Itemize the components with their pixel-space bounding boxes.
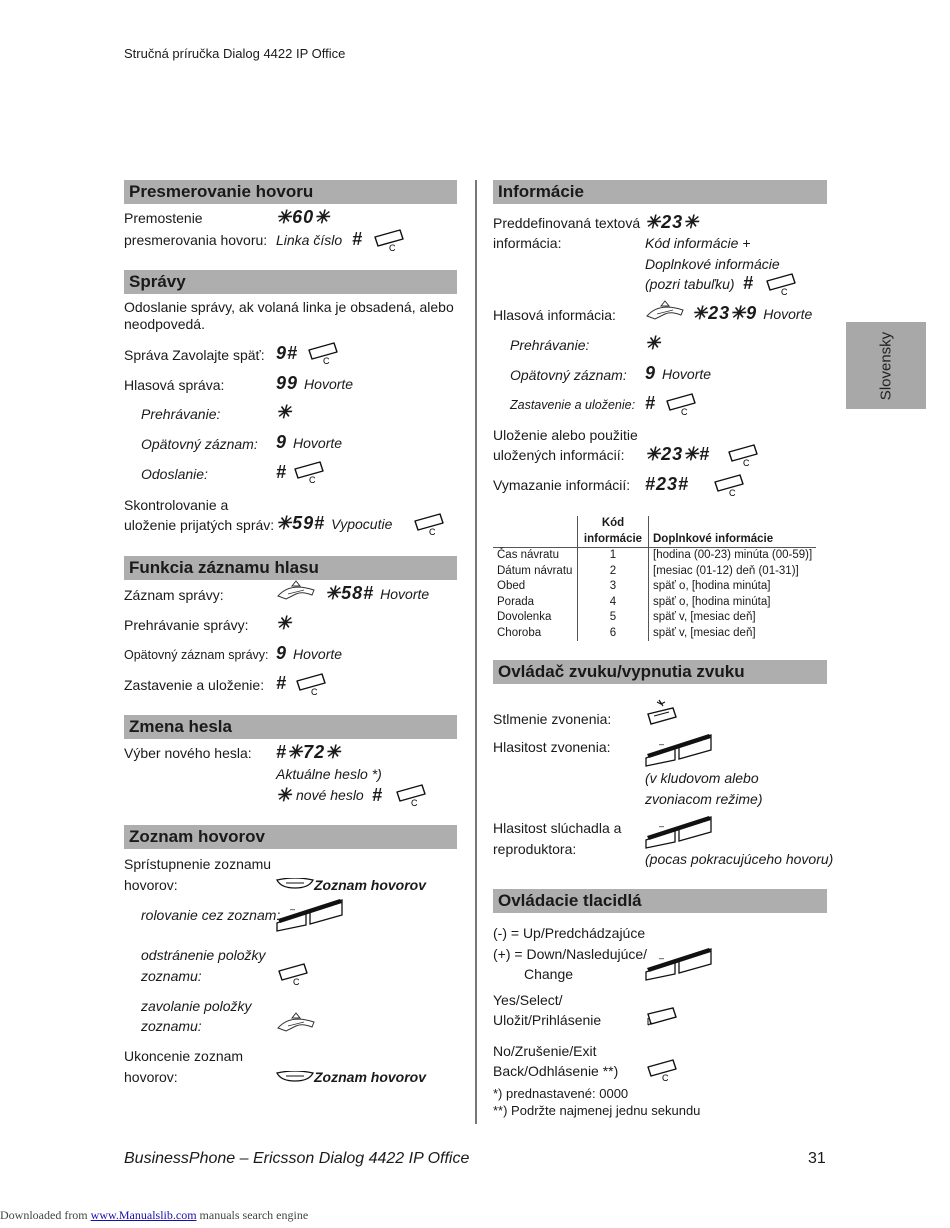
presmerovanie-label-2: presmerovania hovoru: (124, 232, 268, 248)
password-new-star: ✳ (276, 785, 293, 805)
section-heslo: Zmena hesla (124, 715, 457, 739)
ring-volume-note-1: (v kludovom alebo (645, 770, 759, 786)
svg-text:–: – (659, 821, 665, 831)
call-entry-1: zavolanie položky (141, 998, 252, 1014)
section-tlacidla: Ovládacie tlacidlá (493, 889, 827, 913)
table-row: Obed 3 späť o, [hodina minúta] (493, 579, 816, 595)
clear-key-icon (645, 1058, 679, 1082)
record-code: ✳58# Hovorte (325, 583, 430, 603)
delete-entry-1: odstránenie položky (141, 947, 266, 963)
clear-key-icon (276, 962, 310, 986)
spravy-intro-1: Odoslanie správy, ak volaná linka je obsadená, alebo (124, 299, 454, 315)
table-header-code: Kód informácie (578, 516, 649, 548)
clear-key-icon (712, 473, 746, 497)
info-rerec-label: Opätovný záznam: (510, 367, 627, 383)
rerecord-label: Opätovný záznam: (141, 436, 258, 452)
clear-key-icon (306, 341, 340, 365)
section-ovladac: Ovládač zvuku/vypnutia zvuku (493, 660, 827, 684)
stop-save-label: Zastavenie a uloženie: (124, 677, 265, 693)
save-info-1: Uloženie alebo použitie (493, 427, 638, 443)
predef-label-1: Preddefinovaná textová (493, 215, 641, 231)
download-note: Downloaded from www.Manualslib.com manuals search engine (0, 1208, 309, 1222)
svg-text:C: C (323, 356, 330, 365)
info-stop-label: Zastavenie a uloženie: (510, 398, 636, 412)
presmerovanie-hash: # (352, 229, 364, 249)
svg-text:+: + (701, 952, 706, 961)
predef-code: ✳23✳ (645, 212, 700, 232)
play-msg-code: ✳ (276, 613, 293, 633)
spravy-intro-2: neodpovedá. (124, 316, 205, 332)
language-side-tab (846, 322, 926, 409)
mute-label: Stlmenie zvonenia: (493, 711, 612, 727)
softkey-icon (276, 1071, 314, 1083)
calllist-access-1: Sprístupnenie zoznamu (124, 856, 272, 872)
call-entry-2: zoznamu: (141, 1018, 202, 1034)
table-row: Dátum návratu 2 [mesiac (01-12) deň (01-31)] (493, 564, 816, 580)
svg-text:C: C (429, 527, 436, 536)
check-label-1: Skontrolovanie a (124, 497, 229, 513)
send-label: Odoslanie: (141, 466, 208, 482)
svg-text:C: C (311, 687, 318, 696)
section-zoznam: Zoznam hovorov (124, 825, 457, 849)
save-info-code: ✳23✳# (645, 444, 711, 464)
rerecord-msg-code: 9 Hovorte (276, 643, 343, 663)
handset-icon (276, 580, 316, 602)
svg-text:+: + (701, 738, 706, 747)
clear-key-icon (726, 443, 760, 467)
handset-volume-2: reproduktora: (493, 841, 577, 857)
check-code: ✳59# Vypocutie (276, 513, 393, 533)
column-divider (475, 180, 477, 1124)
svg-text:–: – (659, 739, 665, 749)
clear-key-icon (294, 672, 328, 696)
info-play-label: Prehrávanie: (510, 337, 590, 353)
section-funkcia: Funkcia záznamu hlasu (124, 556, 457, 580)
table-row: Dovolenka 5 späť v, [mesiac deň] (493, 610, 816, 626)
footnote-2: **) Podržte najmenej jednu sekundu (493, 1103, 701, 1118)
yes-key-text-2: Uložit/Prihlásenie (493, 1012, 602, 1028)
svg-text:C: C (662, 1073, 669, 1082)
handset-volume-1: Hlasitost slúchadla a (493, 820, 622, 836)
callback-code: 9# (276, 343, 299, 363)
rerecord-code: 9 Hovorte (276, 432, 343, 452)
plus-key-text-2: Change (524, 966, 574, 982)
record-label: Záznam správy: (124, 587, 224, 603)
svg-text:+: + (332, 903, 337, 912)
clear-key-icon (664, 392, 698, 416)
predef-label-2: informácia: (493, 235, 562, 251)
ring-volume-label: Hlasitost zvonenia: (493, 739, 611, 755)
volume-keys-icon (276, 899, 344, 933)
table-header-extra: Doplnkové informácie (653, 532, 774, 545)
footnote-1: *) prednastavené: 0000 (493, 1086, 629, 1101)
end-list-key: Zoznam hovorov (314, 1069, 427, 1085)
scroll-label: rolovanie cez zoznam: (141, 907, 281, 923)
no-key-text-2: Back/Odhlásenie **) (493, 1063, 619, 1079)
play-code: ✳ (276, 402, 293, 422)
play-label: Prehrávanie: (141, 406, 221, 422)
svg-text:C: C (293, 977, 300, 986)
presmerovanie-code: ✳60✳ (276, 207, 331, 227)
guide-header: Stručná príručka Dialog 4422 IP Office (124, 46, 346, 61)
password-hash: # (372, 785, 384, 805)
yes-key-text-1: Yes/Select/ (493, 992, 563, 1008)
yes-key-icon (645, 1006, 679, 1030)
volume-keys-icon (645, 734, 713, 768)
voice-msg-code: 99 Hovorte (276, 373, 354, 393)
clear-key-icon (412, 512, 446, 536)
softkey-icon (276, 878, 314, 890)
voice-msg-label: Hlasová správa: (124, 377, 225, 393)
info-play-code: ✳ (645, 333, 662, 353)
mute-key-icon (645, 698, 679, 728)
volume-keys-icon (645, 816, 713, 850)
svg-text:+: + (701, 820, 706, 829)
check-label-2: uloženie prijatých správ: (124, 517, 275, 533)
presmerovanie-line-number: Linka číslo (276, 232, 343, 248)
delete-info-label: Vymazanie informácií: (493, 477, 631, 493)
play-msg-label: Prehrávanie správy: (124, 617, 249, 633)
delete-info-code: #23# (645, 474, 690, 494)
page-number: 31 (808, 1150, 826, 1167)
svg-text:–: – (659, 953, 665, 963)
calllist-access-key: Zoznam hovorov (314, 877, 427, 893)
stop-save-code: # (276, 673, 288, 693)
minus-key-text: (-) = Up/Predchádzajúce (493, 925, 646, 941)
footer-title: BusinessPhone – Ericsson Dialog 4422 IP Office (124, 1150, 470, 1167)
predef-hash: # (743, 273, 755, 293)
volume-keys-icon (645, 948, 713, 982)
table-row: Choroba 6 späť v, [mesiac deň] (493, 626, 816, 642)
svg-text:C: C (411, 798, 418, 807)
voice-info-label: Hlasová informácia: (493, 307, 616, 323)
rerecord-msg-label: Opätovný záznam správy: (124, 648, 269, 662)
section-informacie: Informácie (493, 180, 827, 204)
svg-text:C: C (781, 287, 788, 296)
table-header-name (493, 516, 578, 548)
password-code: #✳72✳ (276, 742, 342, 762)
clear-key-icon (292, 460, 326, 484)
manualslib-link[interactable]: www.Manualslib.com (90, 1208, 197, 1222)
svg-text:C: C (729, 488, 736, 497)
clear-key-icon (394, 783, 428, 807)
callback-label: Správa Zavolajte späť: (124, 347, 265, 363)
ring-volume-note-2: zvoniacom režime) (645, 791, 763, 807)
handset-icon (276, 1012, 316, 1034)
no-key-text-1: No/Zrušenie/Exit (493, 1043, 597, 1059)
password-label: Výber nového hesla: (124, 745, 252, 761)
language-label: Slovensky (877, 331, 895, 401)
section-presmerovanie: Presmerovanie hovoru (124, 180, 457, 204)
end-list-1: Ukoncenie zoznam (124, 1048, 244, 1064)
section-spravy: Správy (124, 270, 457, 294)
info-stop-code: # (645, 393, 657, 413)
password-new-text: nové heslo (296, 787, 364, 803)
info-rerec-code: 9 Hovorte (645, 363, 712, 383)
save-info-2: uložených informácií: (493, 447, 625, 463)
presmerovanie-label-1: Premostenie (124, 210, 203, 226)
predef-text-3: (pozri tabuľku) (645, 276, 735, 292)
handset-icon (645, 300, 685, 322)
voice-info-code: ✳23✳9 Hovorte (692, 303, 813, 323)
predef-text-2: Doplnkové informácie (645, 256, 780, 272)
table-header-row (493, 516, 816, 548)
clear-key-icon (372, 228, 406, 252)
svg-text:C: C (309, 475, 316, 484)
table-row: Porada 4 späť o, [hodina minúta] (493, 595, 816, 611)
handset-volume-note: (pocas pokracujúceho hovoru) (645, 851, 834, 867)
svg-text:–: – (290, 904, 296, 914)
calllist-access-2: hovorov: (124, 877, 178, 893)
svg-text:C: C (389, 243, 396, 252)
svg-text:C: C (681, 407, 688, 416)
clear-key-icon (764, 272, 798, 296)
password-current: Aktuálne heslo *) (276, 766, 382, 782)
send-code: # (276, 462, 288, 482)
delete-entry-2: zoznamu: (141, 968, 202, 984)
end-list-2: hovorov: (124, 1069, 178, 1085)
table-row: Čas návratu 1 [hodina (00-23) minúta (00-59)] (493, 548, 816, 564)
predef-text-1: Kód informácie + (645, 235, 751, 251)
svg-text:C: C (743, 458, 750, 467)
plus-key-text: (+) = Down/Nasledujúce/ (493, 946, 648, 962)
info-code-table (493, 516, 816, 641)
